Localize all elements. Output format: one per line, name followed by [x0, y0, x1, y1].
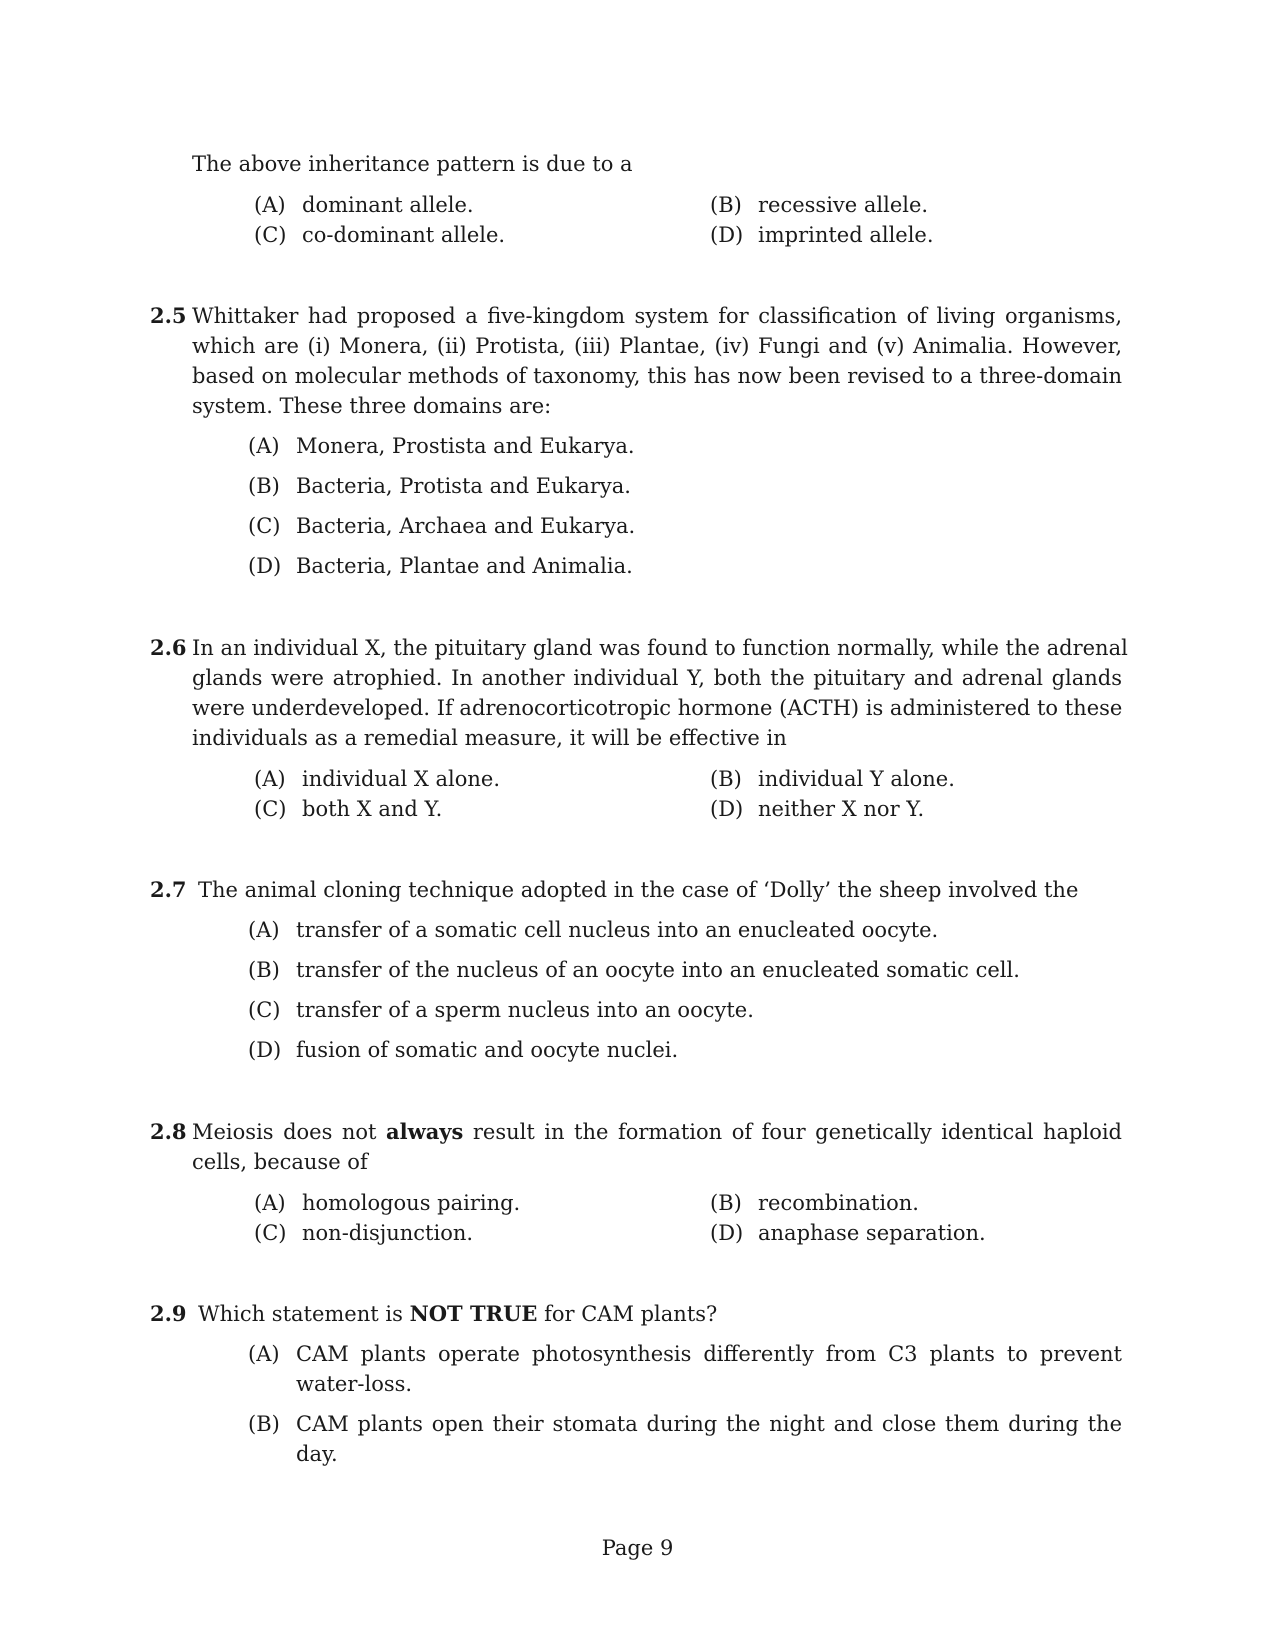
- option-label: (A): [248, 434, 280, 458]
- option-text: recombination.: [758, 1191, 919, 1215]
- option-text: imprinted allele.: [758, 223, 934, 247]
- option-label: (B): [710, 193, 742, 217]
- option-text-line: day.: [296, 1442, 338, 1466]
- option-a: [248, 432, 635, 460]
- option-text: neither X nor Y.: [758, 797, 925, 821]
- option-text: Bacteria, Plantae and Animalia.: [296, 554, 633, 578]
- question-text: Which statement is: [198, 1302, 403, 1326]
- option-c: [248, 996, 754, 1024]
- option-d: [248, 1036, 678, 1064]
- question-text: result in the formation of four genetically identical haploid: [472, 1120, 1122, 1144]
- option-label: (D): [710, 797, 744, 821]
- option-c: [254, 221, 505, 249]
- question-text-line: system. These three domains are:: [192, 394, 552, 418]
- option-text: fusion of somatic and oocyte nuclei.: [296, 1038, 679, 1062]
- page-number: Page 9: [601, 1536, 674, 1560]
- option-label: (D): [710, 223, 744, 247]
- option-d: [710, 221, 934, 249]
- option-label: (C): [254, 797, 287, 821]
- option-d: [710, 795, 924, 823]
- option-text: anaphase separation.: [758, 1221, 986, 1245]
- option-b: [710, 765, 955, 793]
- option-b: [248, 956, 1020, 984]
- option-label: (C): [254, 1221, 287, 1245]
- question-number: 2.9: [150, 1301, 187, 1326]
- question-number: 2.6: [150, 635, 187, 660]
- option-text: Bacteria, Protista and Eukarya.: [296, 474, 631, 498]
- question-text-line: In an individual X, the pituitary gland was found to function normally, while the adrenal: [192, 636, 1128, 660]
- emphasis-text: always: [386, 1119, 464, 1144]
- option-label: (C): [254, 223, 287, 247]
- option-label: (A): [254, 193, 286, 217]
- option-label: (A): [248, 918, 280, 942]
- emphasis-text: NOT TRUE: [409, 1301, 538, 1326]
- question-text-line: individuals as a remedial measure, it will be effective in: [192, 726, 787, 750]
- option-text: Monera, Prostista and Eukarya.: [296, 434, 635, 458]
- option-text: homologous pairing.: [302, 1191, 521, 1215]
- option-label: (C): [248, 514, 281, 538]
- question-text-line: based on molecular methods of taxonomy, this has now been revised to a three-domain: [192, 364, 1122, 388]
- question-number: 2.7: [150, 877, 187, 902]
- option-text: co-dominant allele.: [302, 223, 506, 247]
- option-text-line: CAM plants open their stomata during the night and close them during the: [296, 1412, 1122, 1436]
- question-stem: The above inheritance pattern is due to a: [192, 152, 633, 176]
- option-b: [248, 1410, 296, 1438]
- option-label: (B): [710, 767, 742, 791]
- option-c: [254, 1219, 473, 1247]
- option-a: [248, 916, 938, 944]
- question-text-line: Whittaker had proposed a five-kingdom system for classification of living organisms,: [192, 304, 1122, 328]
- option-c: [254, 795, 442, 823]
- question-number: 2.5: [150, 303, 187, 328]
- option-d: [248, 552, 633, 580]
- option-d: [710, 1219, 986, 1247]
- option-a: [248, 1340, 296, 1368]
- option-text: transfer of a somatic cell nucleus into an enucleated oocyte.: [296, 918, 939, 942]
- option-label: (D): [248, 1038, 282, 1062]
- question-text-line: which are (i) Monera, (ii) Protista, (iii) Plantae, (iv) Fungi and (v) Animalia. However,: [192, 334, 1122, 358]
- question-text: for CAM plants?: [544, 1302, 718, 1326]
- question-text-line: cells, because of: [192, 1150, 368, 1174]
- question-text-line: [198, 1300, 717, 1328]
- option-a: [254, 191, 474, 219]
- option-a: [254, 765, 500, 793]
- option-text: transfer of a sperm nucleus into an oocyte.: [296, 998, 754, 1022]
- option-text: non-disjunction.: [302, 1221, 474, 1245]
- question-text-line: were underdeveloped. If adrenocorticotropic hormone (ACTH) is administered to these: [192, 696, 1123, 720]
- option-text: transfer of the nucleus of an oocyte into an enucleated somatic cell.: [296, 958, 1020, 982]
- option-label: (D): [248, 554, 282, 578]
- question-text-line: glands were atrophied. In another individual Y, both the pituitary and adrenal glands: [192, 666, 1122, 690]
- question-text: Meiosis does not: [192, 1120, 377, 1144]
- option-text: recessive allele.: [758, 193, 929, 217]
- question-text-line: The animal cloning technique adopted in the case of ‘Dolly’ the sheep involved the: [198, 878, 1079, 902]
- question-number: 2.8: [150, 1119, 187, 1144]
- option-label: (D): [710, 1221, 744, 1245]
- option-a: [254, 1189, 520, 1217]
- option-label: (B): [248, 1412, 280, 1436]
- option-text: dominant allele.: [302, 193, 474, 217]
- question-text-line: [192, 1118, 1122, 1146]
- option-label: (B): [710, 1191, 742, 1215]
- option-label: (C): [248, 998, 281, 1022]
- option-label: (B): [248, 958, 280, 982]
- option-label: (B): [248, 474, 280, 498]
- option-text-line: CAM plants operate photosynthesis differently from C3 plants to prevent: [296, 1342, 1122, 1366]
- option-text: both X and Y.: [302, 797, 443, 821]
- option-label: (A): [248, 1342, 280, 1366]
- option-text-line: water-loss.: [296, 1372, 413, 1396]
- option-label: (A): [254, 1191, 286, 1215]
- option-label: (A): [254, 767, 286, 791]
- option-text: individual Y alone.: [758, 767, 955, 791]
- option-b: [710, 191, 928, 219]
- option-b: [710, 1189, 919, 1217]
- option-c: [248, 512, 635, 540]
- option-text: Bacteria, Archaea and Eukarya.: [296, 514, 636, 538]
- option-text: individual X alone.: [302, 767, 500, 791]
- option-b: [248, 472, 631, 500]
